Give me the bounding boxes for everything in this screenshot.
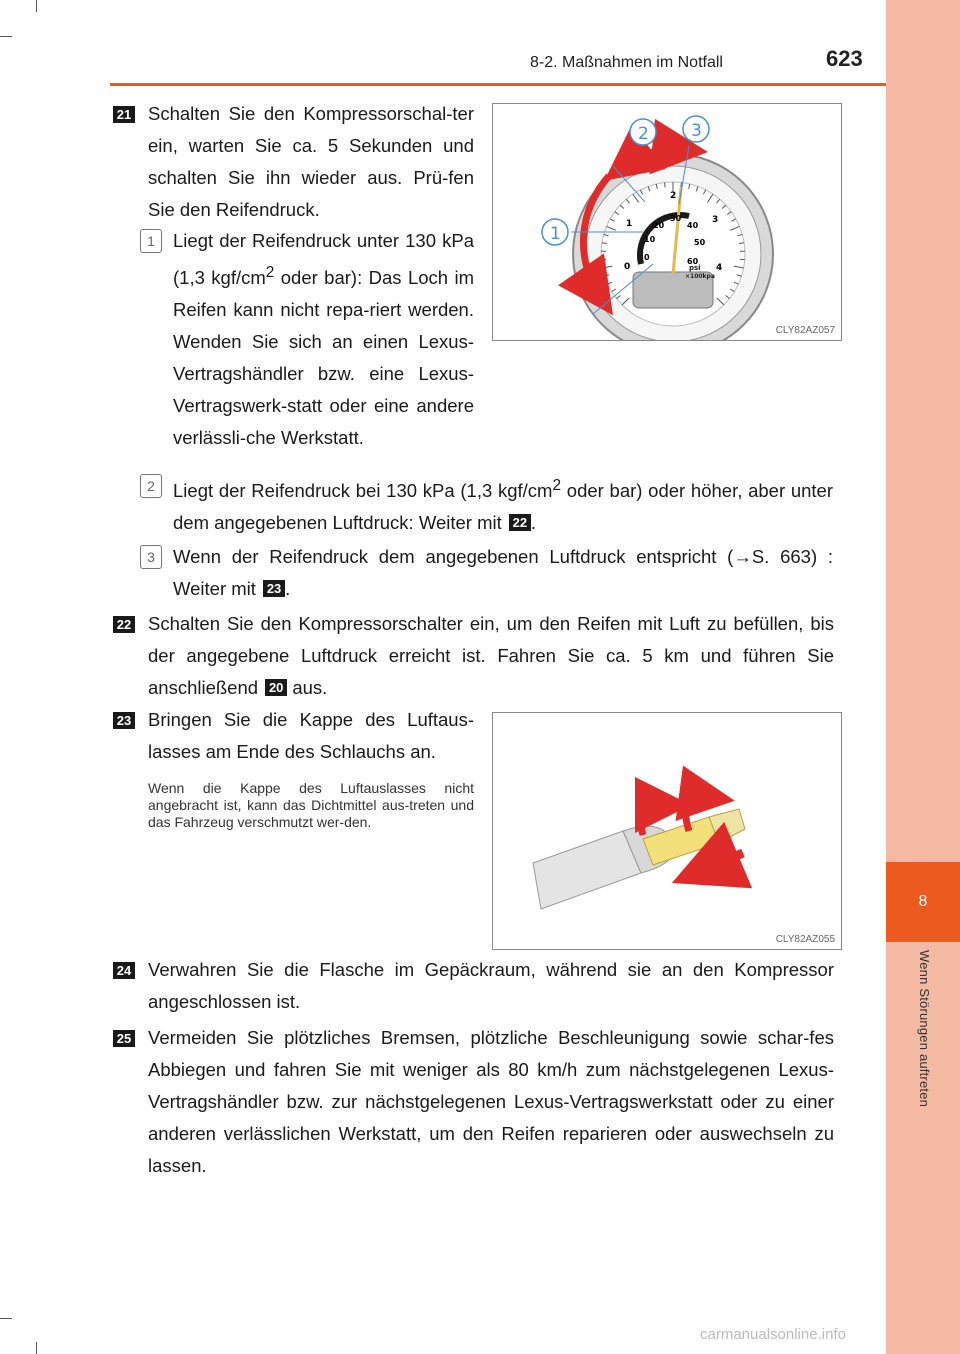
- step-ref-20: 20: [265, 679, 287, 696]
- step-ref-23: 23: [263, 580, 285, 597]
- step-badge-21: 21: [113, 106, 135, 123]
- step-badge-25: 25: [113, 1030, 135, 1047]
- step-22-text-pre: Schalten Sie den Kompressorschalter ein, um den Reifen mit Luft zu befüllen, bis der angegebene Luftdruck erreicht ist. Fahren Sie ca. 5 km und führen Sie anschließend: [148, 613, 834, 698]
- item-3-text: [173, 541, 833, 605]
- step-badge-22: 22: [113, 616, 135, 633]
- crop-mark: [36, 0, 37, 12]
- hose: [533, 831, 641, 909]
- gauge-illustration: [493, 104, 841, 340]
- chapter-tab: 8: [886, 862, 960, 942]
- item-2-text: [173, 470, 833, 539]
- gauge-tick: [681, 182, 682, 187]
- item-1-text-post: oder bar): Das Loch im Reifen kann nicht repa-riert werden. Wenden Sie sich an einen Lexus-Vertragshändler bzw. eine Lexus-Vertragswerk-statt oder eine andere verlässli-che Werkstatt.: [173, 267, 474, 449]
- gauge-tick: [665, 182, 666, 187]
- gauge-figure: [492, 103, 842, 341]
- kpa-label: ×100kpa: [685, 273, 715, 280]
- header-rule: [110, 83, 886, 86]
- figure-code: CLY82AZ055: [775, 934, 835, 945]
- callout-1: 1: [550, 224, 561, 244]
- superscript: 2: [265, 264, 275, 281]
- psi-label-0: 0: [644, 253, 650, 262]
- psi-label-10: 10: [644, 235, 656, 244]
- bar-label-1: 1: [626, 219, 633, 229]
- bar-label-2: 2: [670, 191, 677, 201]
- step-badge-23: 23: [113, 712, 135, 729]
- psi-label: psi: [689, 264, 701, 272]
- psi-label-20: 20: [653, 221, 665, 230]
- item-2-text-post: .: [530, 512, 537, 534]
- hose-cap: [643, 817, 719, 865]
- step-22-text: [148, 608, 834, 704]
- superscript: 2: [552, 477, 562, 494]
- bar-label-4: 4: [716, 263, 723, 273]
- callout-3: 3: [691, 121, 702, 141]
- item-1-text: [173, 225, 474, 454]
- step-23-text: Bringen Sie die Kappe des Luftaus-lasses am Ende des Schlauchs an.: [148, 709, 474, 762]
- item-2-text-pre: Liegt der Reifendruck bei 130 kPa (1,3 kgf/cm: [173, 480, 553, 502]
- psi-label-60: 60: [687, 257, 699, 266]
- step-24-text: Verwahren Sie die Flasche im Gepäckraum, während sie an den Kompressor angeschlossen ist.: [148, 959, 834, 1012]
- item-3-text-pre: Wenn der Reifendruck dem angegebenen Luftdruck entspricht (→S. 663) : Weiter mit: [173, 546, 833, 599]
- item-number-2: 2: [140, 474, 162, 498]
- chapter-title: Wenn Störungen auftreten: [917, 950, 932, 1108]
- watermark: carmanualsonline.info: [700, 1326, 846, 1343]
- item-3-text-post: .: [285, 578, 291, 599]
- psi-label-40: 40: [687, 221, 699, 230]
- item-number-3: 3: [140, 545, 162, 569]
- item-2-text-mid: oder bar) oder höher, aber unter dem angegebenen Luftdruck: Weiter mit: [173, 480, 834, 534]
- bar-label-0: 0: [624, 262, 631, 272]
- psi-label-30: 30: [670, 214, 682, 223]
- step-badge-24: 24: [113, 962, 135, 979]
- step-23-note: Wenn die Kappe des Luftauslasses nicht angebracht ist, kann das Dichtmittel aus-treten und das Fahrzeug verschmutzt wer-den.: [148, 780, 474, 830]
- figure-code: CLY82AZ057: [775, 325, 835, 336]
- crop-mark: [36, 1342, 37, 1354]
- step-ref-22: 22: [509, 514, 531, 531]
- section-title: 8-2. Maßnahmen im Notfall: [530, 54, 723, 71]
- psi-label-50: 50: [694, 238, 706, 247]
- page-number: 623: [826, 46, 863, 71]
- step-22-text-post: aus.: [287, 677, 328, 698]
- crop-mark: [0, 36, 12, 37]
- crop-mark: [0, 1318, 12, 1319]
- hose-cap-illustration: [493, 713, 841, 949]
- red-arrow-push: [705, 853, 743, 869]
- step-25-text: Vermeiden Sie plötzliches Bremsen, plötzliche Beschleunigung sowie schar-fes Abbiegen und fahren Sie mit weniger als 80 km/h zum nächstgelegenen Lexus-Vertragshändler bzw. zur nächstgelegenen Lexus-Vertragswerkstatt oder zu einer anderen verlässlichen Werkstatt, um den Reifen reparieren oder auswechseln zu lassen.: [148, 1027, 834, 1176]
- step-21-text: Schalten Sie den Kompressorschal-ter ein, warten Sie ca. 5 Sekunden und schalten Sie ihn wieder aus. Prü-fen Sie den Reifendruck.: [148, 103, 474, 220]
- hose-cap-figure: [492, 712, 842, 950]
- item-number-1: 1: [140, 229, 162, 253]
- bar-label-3: 3: [712, 215, 719, 225]
- callout-2: 2: [638, 124, 649, 144]
- item-1-text-pre: Liegt der Reifendruck unter 130 kPa (1,3 kgf/cm: [173, 230, 474, 289]
